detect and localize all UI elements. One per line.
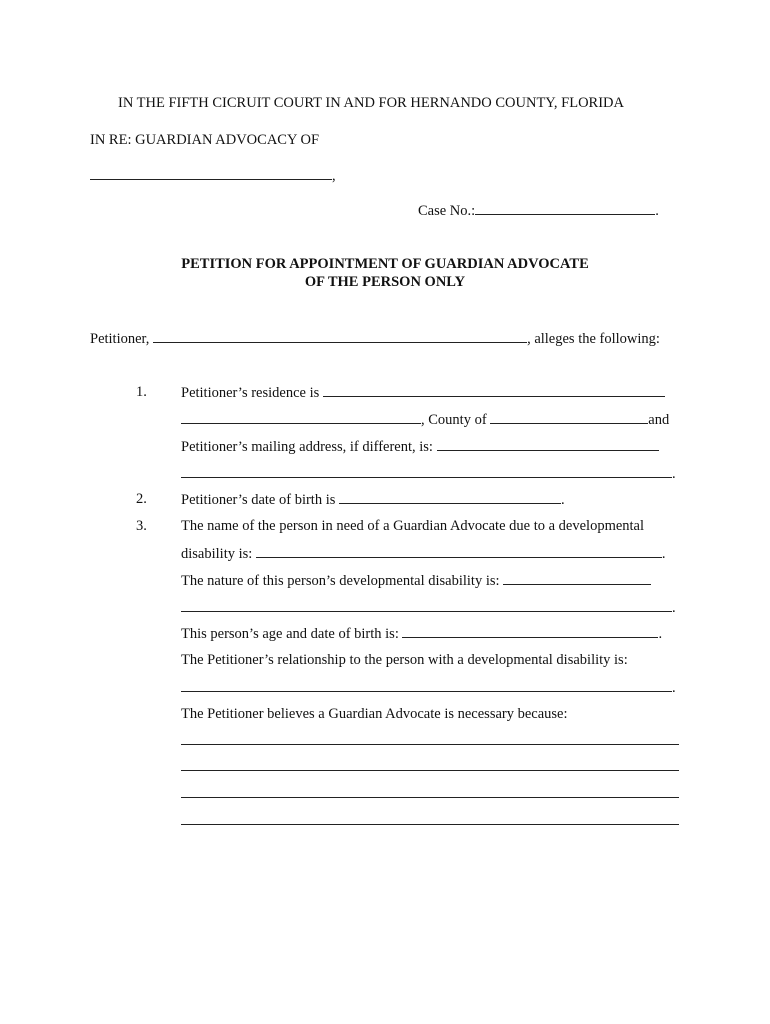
- person-need-text: The name of the person in need of a Guardian Advocate due to a developmental: [181, 518, 645, 534]
- reason-blank-4[interactable]: [181, 824, 679, 825]
- mailing-blank[interactable]: [437, 437, 659, 451]
- guardian-name-line: [90, 166, 336, 185]
- dob-period: .: [561, 492, 565, 508]
- age-dob-period: .: [658, 626, 663, 642]
- ward-name-blank[interactable]: [90, 166, 332, 180]
- person-name-blank[interactable]: [256, 544, 662, 558]
- mailing-line-2: [181, 464, 676, 483]
- relationship-text: The Petitioner’s relationship to the person with a developmental disability is:: [181, 652, 628, 668]
- age-dob-line: [181, 624, 662, 643]
- and-text: and: [648, 412, 670, 428]
- case-number-line: [418, 201, 659, 220]
- county-line: [181, 410, 669, 429]
- residence-label: Petitioner’s residence is: [181, 385, 320, 401]
- reason-blank-3[interactable]: [181, 797, 679, 798]
- relationship-period: .: [672, 680, 676, 696]
- age-dob-label: This person’s age and date of birth is:: [181, 626, 399, 642]
- in-re-line: IN RE: GUARDIAN ADVOCACY OF: [90, 132, 320, 148]
- mailing-period: .: [672, 466, 676, 482]
- disability-period: .: [661, 546, 666, 562]
- case-number-blank[interactable]: [475, 201, 655, 215]
- case-no-label: Case No.:: [418, 203, 476, 219]
- dob-label: Petitioner’s date of birth is: [181, 492, 336, 508]
- mailing-line: [181, 437, 659, 456]
- ward-name-comma: ,: [332, 168, 336, 184]
- item-number-1: 1.: [136, 384, 147, 400]
- alleges-text: , alleges the following:: [527, 331, 660, 347]
- petitioner-line: [90, 329, 660, 348]
- disability-line: [181, 544, 666, 563]
- disability-label: disability is:: [181, 546, 253, 562]
- document-title-line1: PETITION FOR APPOINTMENT OF GUARDIAN ADVOCATE: [181, 256, 589, 272]
- nature-line: [181, 571, 651, 590]
- believes-text: The Petitioner believes a Guardian Advocate is necessary because:: [181, 706, 568, 722]
- nature-period: .: [672, 600, 676, 616]
- case-no-period: .: [655, 203, 659, 219]
- nature-label: The nature of this person’s developmental disability is:: [181, 573, 500, 589]
- age-dob-blank[interactable]: [402, 624, 658, 638]
- petitioner-name-blank[interactable]: [153, 329, 527, 343]
- item-number-2: 2.: [136, 491, 147, 507]
- reason-blank-1[interactable]: [181, 744, 679, 745]
- nature-blank[interactable]: [503, 571, 651, 585]
- court-heading: IN THE FIFTH CICRUIT COURT IN AND FOR HERNANDO COUNTY, FLORIDA: [118, 95, 624, 111]
- relationship-line: [181, 678, 676, 697]
- county-blank[interactable]: [490, 410, 648, 424]
- city-blank[interactable]: [181, 410, 421, 424]
- residence-line: [181, 383, 665, 402]
- reason-blank-2[interactable]: [181, 770, 679, 771]
- nature-line-2: [181, 598, 676, 617]
- residence-blank[interactable]: [323, 383, 665, 397]
- relationship-blank[interactable]: [181, 678, 672, 692]
- document-title-line2: OF THE PERSON ONLY: [304, 274, 466, 290]
- county-label: , County of: [421, 412, 487, 428]
- item-number-3: 3.: [136, 518, 147, 534]
- dob-blank[interactable]: [339, 490, 561, 504]
- petitioner-label: Petitioner,: [90, 331, 150, 347]
- nature-blank-2[interactable]: [181, 598, 672, 612]
- mailing-label: Petitioner’s mailing address, if different, is:: [181, 439, 433, 455]
- dob-line: [181, 490, 565, 509]
- mailing-blank-2[interactable]: [181, 464, 672, 478]
